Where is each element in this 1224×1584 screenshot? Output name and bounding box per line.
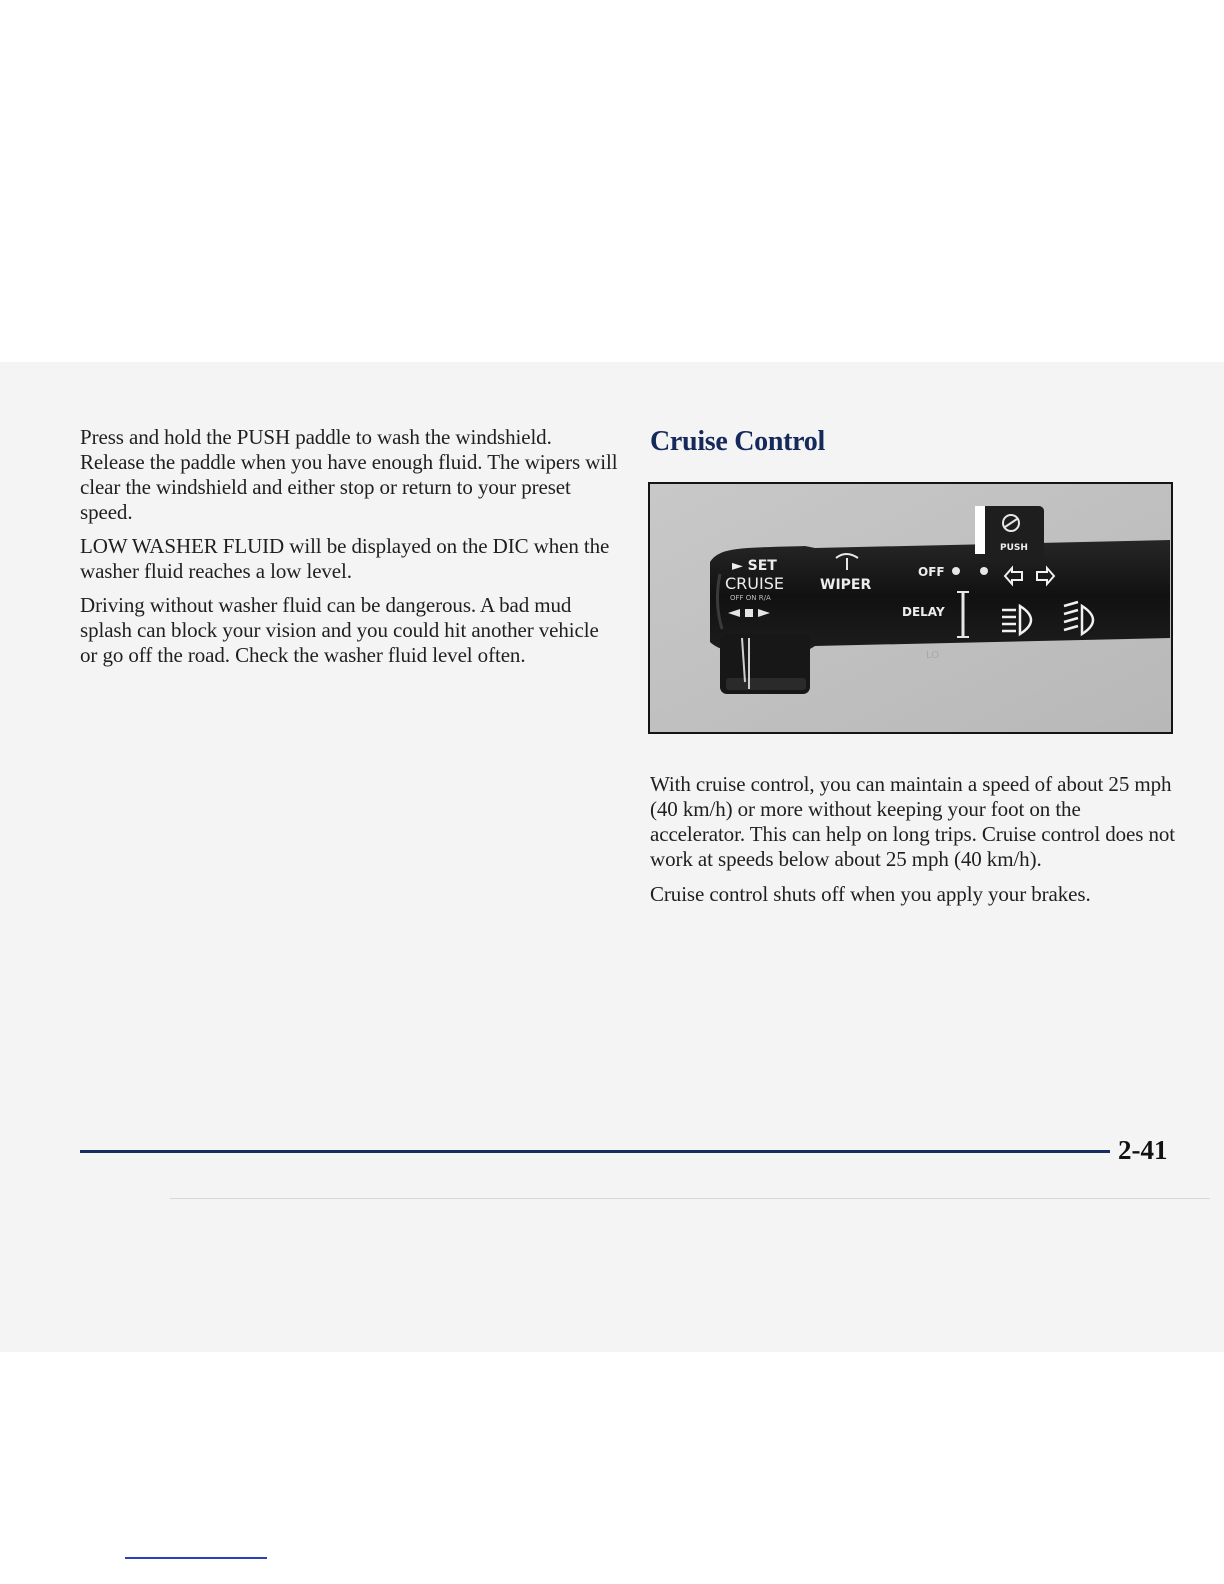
cruise-modes-label: OFF ON R/A <box>730 594 771 602</box>
lo-label: LO <box>926 650 940 661</box>
right-column-body <box>650 772 1180 917</box>
footer-rule <box>80 1150 1110 1153</box>
off-dot-icon <box>952 567 960 575</box>
position-dot-icon <box>980 567 988 575</box>
section-heading-cruise-control: Cruise Control <box>650 426 825 457</box>
delay-label: DELAY <box>902 605 945 619</box>
left-column <box>80 425 620 678</box>
lower-page-rule <box>170 1198 1210 1199</box>
off-label: OFF <box>918 565 945 579</box>
cruise-label: CRUISE <box>725 574 784 593</box>
wiper-label: WIPER <box>820 577 872 593</box>
page-number: 2-41 <box>1118 1135 1168 1165</box>
paddle-highlight <box>975 506 985 554</box>
cruise-control-stalk-illustration <box>650 484 1171 732</box>
push-label: PUSH <box>1000 543 1028 553</box>
paragraph-washer-warning: Driving without washer fluid can be dangerous. A bad mud splash can block your vision and you could hit another vehicle or go off the road. Check the washer fluid level often. <box>80 593 599 667</box>
stop-icon <box>745 609 753 617</box>
paragraph-low-washer-fluid: LOW WASHER FLUID will be displayed on the DIC when the washer fluid reaches a low level. <box>80 534 610 583</box>
paragraph-cruise-control-description: With cruise control, you can maintain a speed of about 25 mph (40 km/h) or more without keeping your foot on the accelerator. This can help on long trips. Cruise control does not work at speeds below about 25 mph (40 km/h). <box>650 772 1175 871</box>
lever-lower-edge <box>726 678 806 690</box>
paragraph-cruise-control-brakes: Cruise control shuts off when you apply your brakes. <box>650 882 1091 906</box>
set-label: ► SET <box>732 558 777 574</box>
bottom-link-underline <box>125 1557 267 1559</box>
right-column <box>650 425 1180 459</box>
cruise-control-figure <box>648 482 1173 734</box>
paragraph-washer-instructions: Press and hold the PUSH paddle to wash the windshield. Release the paddle when you have enough fluid. The wipers will clear the windshield and either stop or return to your preset speed. <box>80 425 618 524</box>
